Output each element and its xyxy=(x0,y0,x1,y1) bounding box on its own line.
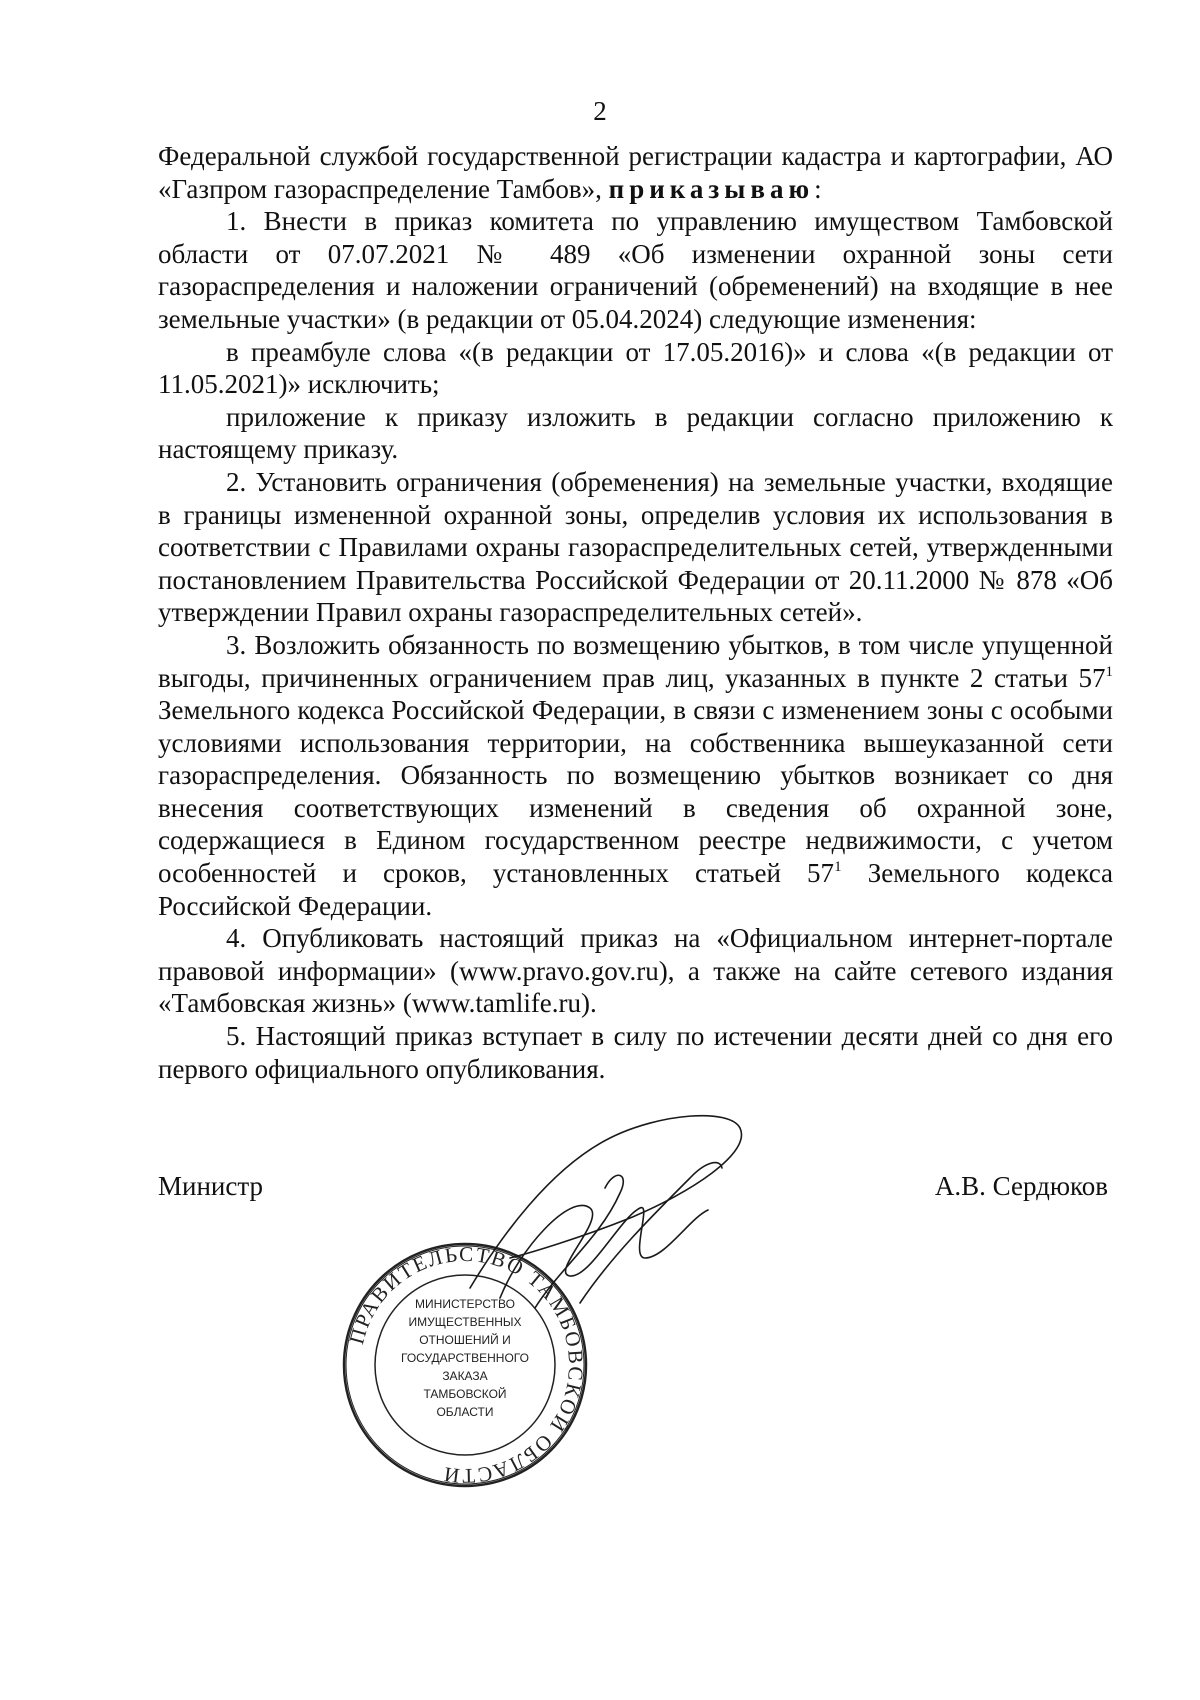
stamp-inner-line: МИНИСТЕРСТВО xyxy=(415,1297,515,1311)
item-5: 5. Настоящий приказ вступает в силу по истечении десяти дней со дня его первого официального опубликования. xyxy=(158,1021,1113,1084)
stamp-inner-line: ИМУЩЕСТВЕННЫХ xyxy=(408,1315,522,1329)
item-1-sub-1: в преамбуле слова «(в редакции от 17.05.2016)» и слова «(в редакции от 11.05.2021)» исключить; xyxy=(158,336,1113,400)
item-1-sub-2: приложение к приказу изложить в редакции согласно приложению к настоящему приказу. xyxy=(158,401,1113,465)
order-tail: : xyxy=(814,173,822,204)
page-number: 2 xyxy=(593,96,607,126)
stamp-inner-line: ГОСУДАРСТВЕННОГО xyxy=(401,1351,529,1365)
intro-paragraph xyxy=(158,140,1113,205)
item-3 xyxy=(158,629,1113,922)
stamp-inner-line: ОТНОШЕНИЙ И xyxy=(419,1333,511,1347)
item-3-sup-1: 1 xyxy=(1105,663,1113,680)
signatory-role: Министр xyxy=(158,1171,263,1201)
item-2: 2. Установить ограничения (обременения) на земельные участки, входящие в границы измененной охранной зоны, определив условия их использования в соответствии с Правилами охраны газораспределительных сетей, утвержденными постановлением Правительства Российской Федерации от 20.11.2000 № 878 «Об утверждении Правил охраны газораспределительных сетей». xyxy=(158,466,1113,628)
item-3-part-2: Земельного кодекса Российской Федерации, в связи с изменением зоны с особыми условиями использования территории, на собственника вышеуказанной сети газораспределения. Обязанность по возмещению убытков возникает со дня внесения соответствующих изменений в сведения об охранной зоне, содержащиеся в Едином государственном реестре недвижимости, с учетом особенностей и сроков, установленных статьей 57 xyxy=(158,695,1113,889)
document-body xyxy=(158,140,1113,1085)
item-3-part-1: 3. Возложить обязанность по возмещению убытков, в том числе упущенной выгоды, причиненных ограничением прав лиц, указанных в пункте 2 статьи 57 xyxy=(158,629,1113,693)
item-3-part-3: Земельного кодекса Российской Федерации. xyxy=(158,858,1113,921)
item-3-sup-2: 1 xyxy=(834,859,842,876)
handwritten-signature xyxy=(440,1098,760,1328)
signatory-name: А.В. Сердюков xyxy=(934,1171,1108,1201)
stamp-inner-line: ЗАКАЗА xyxy=(442,1369,488,1383)
stamp-inner-line: ТАМБОВСКОЙ xyxy=(423,1387,507,1401)
intro-text: Федеральной службой государственной регистрации кадастра и картографии, АО «Газпром газораспределение Тамбов», xyxy=(158,141,1113,204)
item-1: 1. Внести в приказ комитета по управлению имуществом Тамбовской области от 07.07.2021 № 489 «Об изменении охранной зоны сети газораспределения и наложении ограничений (обременений) на входящие в нее земельные участки» (в редакции от 05.04.2024) следующие изменения: xyxy=(158,206,1113,334)
stamp-inner-line: ОБЛАСТИ xyxy=(436,1405,494,1419)
stamp-outer-text: ПРАВИТЕЛЬСТВО ТАМБОВСКОЙ ОБЛАСТИ xyxy=(344,1241,589,1489)
order-word: приказываю xyxy=(608,173,815,204)
item-4: 4. Опубликовать настоящий приказ на «Официальном интернет-портале правовой информации» (www.pravo.gov.ru), а также на сайте сетевого издания «Тамбовская жизнь» (www.tamlife.ru). xyxy=(158,923,1113,1019)
